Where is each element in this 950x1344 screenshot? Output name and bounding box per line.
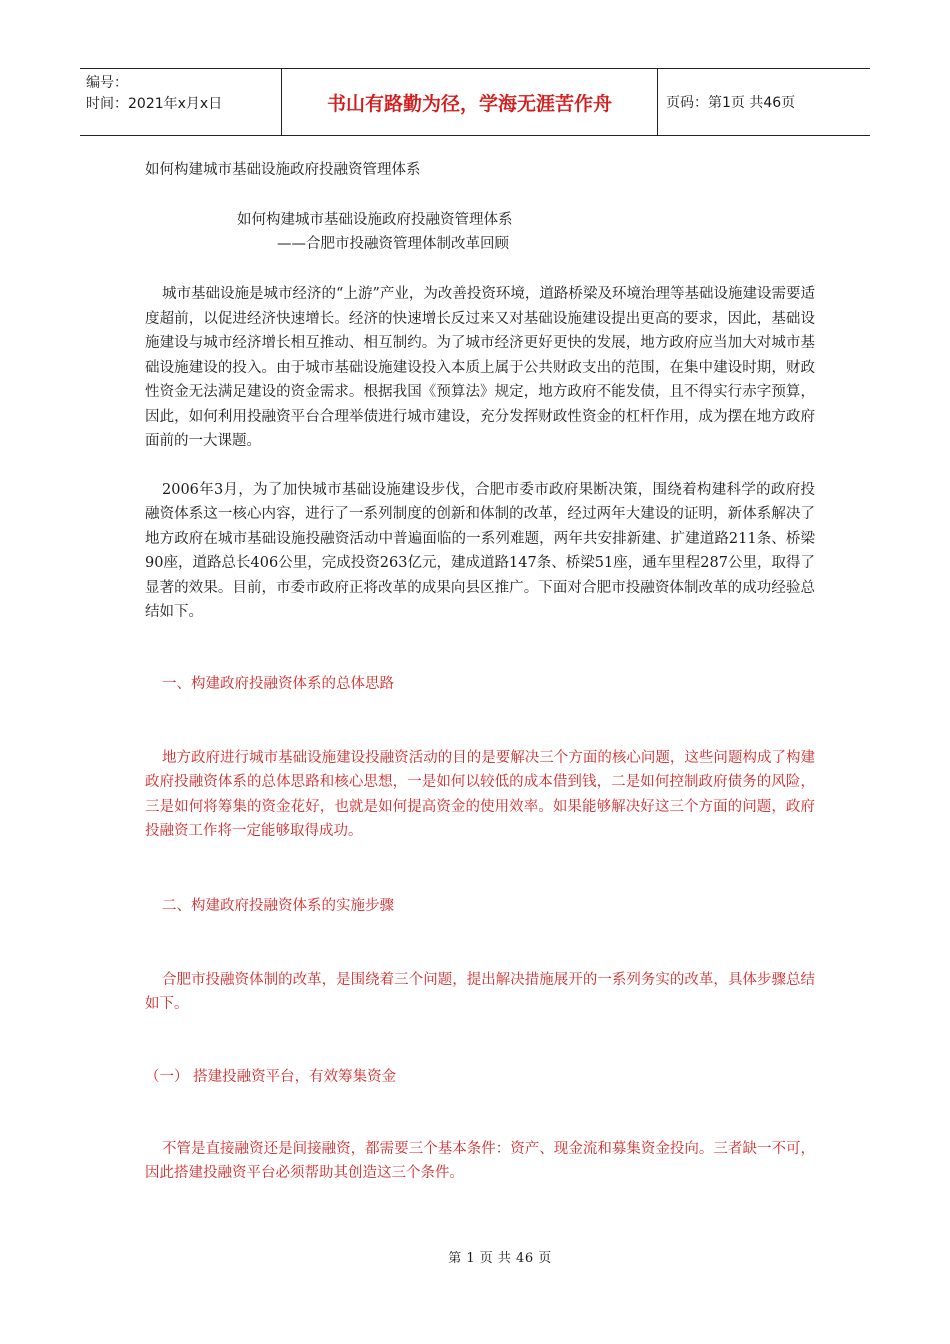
page-footer: 第 1 页 共 46 页 [448, 1251, 552, 1266]
doc-subtitle: ——合肥市投融资管理体制改革回顾 [277, 236, 509, 252]
paragraph-overall-idea: 地方政府进行城市基础设施建设投融资活动的目的是要解决三个方面的核心问题，这些问题构成了构建政府投融资体系的总体思路和核心思想，一是如何以较低的成本借到钱，二是如何控制政府债务的风险，三是如何将筹集的资金花好，也就是如何提高资金的使用效率。如果能够解决好这三个方面的问题，政府投融资工作将一定能够取得成功。 [145, 749, 815, 839]
top-title: 如何构建城市基础设施政府投融资管理体系 [145, 162, 421, 178]
page-header [80, 68, 870, 136]
header-motto-cell [282, 69, 658, 135]
subsection-heading-1: （一） 搭建投融资平台，有效筹集资金 [145, 1068, 397, 1085]
paragraph-platform: 不管是直接融资还是间接融资，都需要三个基本条件：资产、现金流和募集资金投向。三者缺一不可，因此搭建投融资平台必须帮助其创造这三个条件。 [145, 1140, 815, 1181]
doc-title: 如何构建城市基础设施政府投融资管理体系 [237, 212, 513, 228]
serial-label: 编号： [86, 75, 128, 91]
paragraph-intro: 城市基础设施是城市经济的“上游”产业，为改善投资环境，道路桥梁及环境治理等基础设施建设需要适度超前，以促进经济快速增长。经济的快速增长反过来又对基础设施建设提出更高的要求，因此，基础设施建设与城市经济增长相互推动、相互制约。为了城市经济更好更快的发展，地方政府应当加大对城市基础设施建设的投入。由于城市基础设施建设投入本质上属于公共财政支出的范围，在集中建设时期，财政性资金无法满足建设的资金需求。根据我国《预算法》规定，地方政府不能发债，且不得实行赤字预算，因此，如何利用投融资平台合理举债进行城市建设，充分发挥财政性资金的杠杆作用，成为摆在地方政府面前的一大课题。 [145, 286, 815, 449]
motto-text: 书山有路勤为径，学海无涯苦作舟 [326, 92, 612, 115]
header-meta [80, 69, 282, 135]
section-heading-2: 二、构建政府投融资体系的实施步骤 [162, 897, 394, 914]
document-body [145, 158, 815, 1186]
header-page-info: 页码：第1页 共46页 [666, 95, 796, 111]
paragraph-background: 2006年3月，为了加快城市基础设施建设步伐，合肥市委市政府果断决策，围绕着构建科学的政府投融资体系这一核心内容，进行了一系列制度的创新和体制的改革，经过两年大建设的证明，新体系解决了地方政府在城市基础设施投融资活动中普遍面临的一系列难题，两年共安排新建、扩建道路211条、桥梁90座，道路总长406公里，完成投资263亿元，建成道路147条、桥梁51座，通车里程287公里，取得了显著的效果。目前，市委市政府正将改革的成果向县区推广。下面对合肥市投融资体制改革的成功经验总结如下。 [145, 481, 815, 620]
time-label: 时间：2021年x月x日 [86, 96, 223, 112]
section-heading-1: 一、构建政府投融资体系的总体思路 [162, 675, 394, 692]
paragraph-steps: 合肥市投融资体制的改革，是围绕着三个问题，提出解决措施展开的一系列务实的改革，具体步骤总结如下。 [145, 971, 815, 1012]
